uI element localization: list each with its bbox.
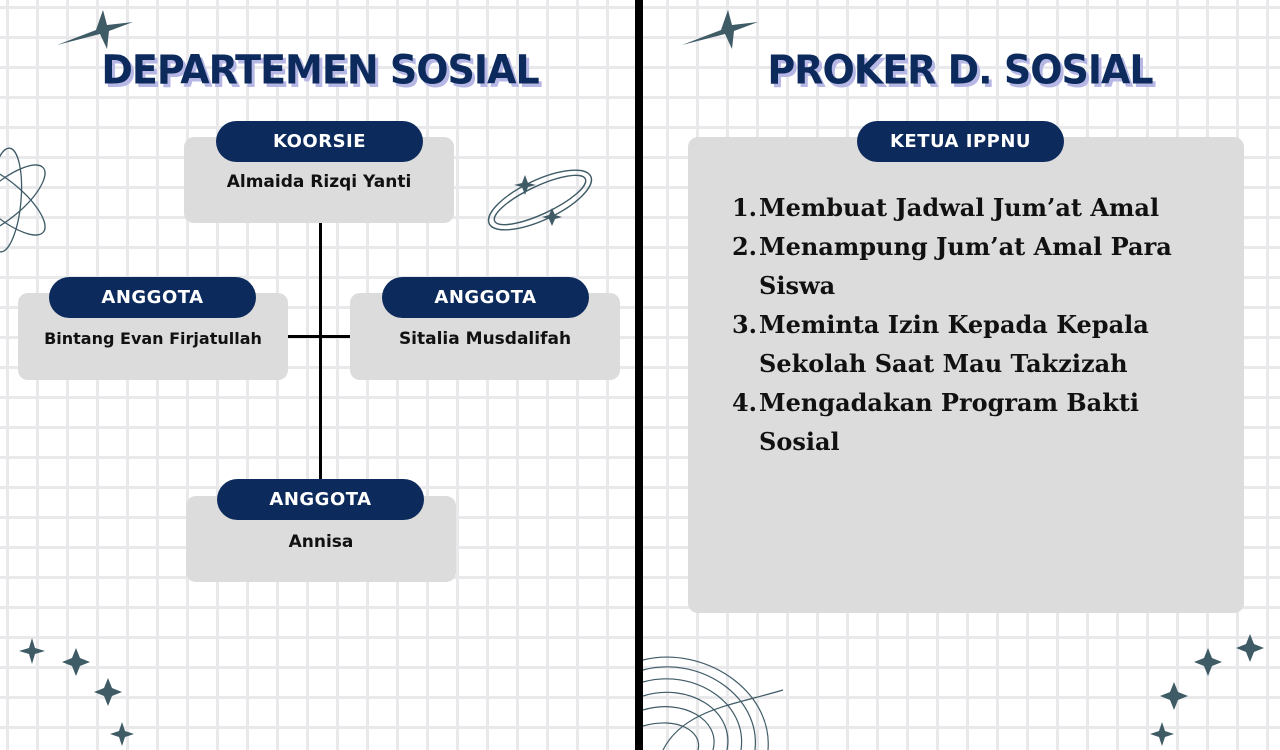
member-name: Almaida Rizqi Yanti [226, 172, 412, 192]
member-name: Annisa [288, 532, 354, 552]
item-number: 4. [731, 388, 757, 417]
lines-icon [643, 650, 783, 750]
item-number: 3. [731, 310, 757, 339]
item-text: Menampung Jum’at Amal Para Siswa [759, 232, 1172, 300]
role-badge: ANGGOTA [382, 277, 589, 318]
sparkles-icon [1140, 630, 1280, 750]
role-badge: KOORSIE [216, 121, 423, 162]
connector-vertical [319, 222, 322, 482]
item-text: Membuat Jadwal Jum’at Amal [759, 193, 1160, 222]
orbit-icon [0, 125, 80, 275]
connector-horizontal [287, 335, 351, 338]
role-badge: ANGGOTA [49, 277, 256, 318]
page-title-right: PROKER D. SOSIAL [767, 46, 1153, 94]
list-item [700, 227, 1220, 305]
ring-icon [480, 160, 600, 240]
panel-divider [635, 0, 643, 750]
item-number: 1. [731, 193, 757, 222]
member-name: Bintang Evan Firjatullah [44, 329, 262, 348]
ketua-badge: KETUA IPPNU [857, 121, 1064, 162]
sparkles-icon [10, 630, 150, 750]
page-title-left: DEPARTEMEN SOSIAL [101, 46, 539, 94]
member-name: Sitalia Musdalifah [398, 329, 572, 349]
item-text: Meminta Izin Kepada Kepala Sekolah Saat Mau Takzizah [759, 310, 1149, 378]
sparkle-icon [55, 5, 135, 50]
sparkle-icon [680, 5, 760, 50]
item-text: Mengadakan Program Bakti Sosial [759, 388, 1140, 456]
list-item [700, 305, 1220, 383]
list-item [700, 188, 1220, 227]
list-item [700, 383, 1220, 461]
item-number: 2. [731, 232, 757, 261]
proker-list [700, 188, 1220, 461]
role-badge: ANGGOTA [217, 479, 424, 520]
